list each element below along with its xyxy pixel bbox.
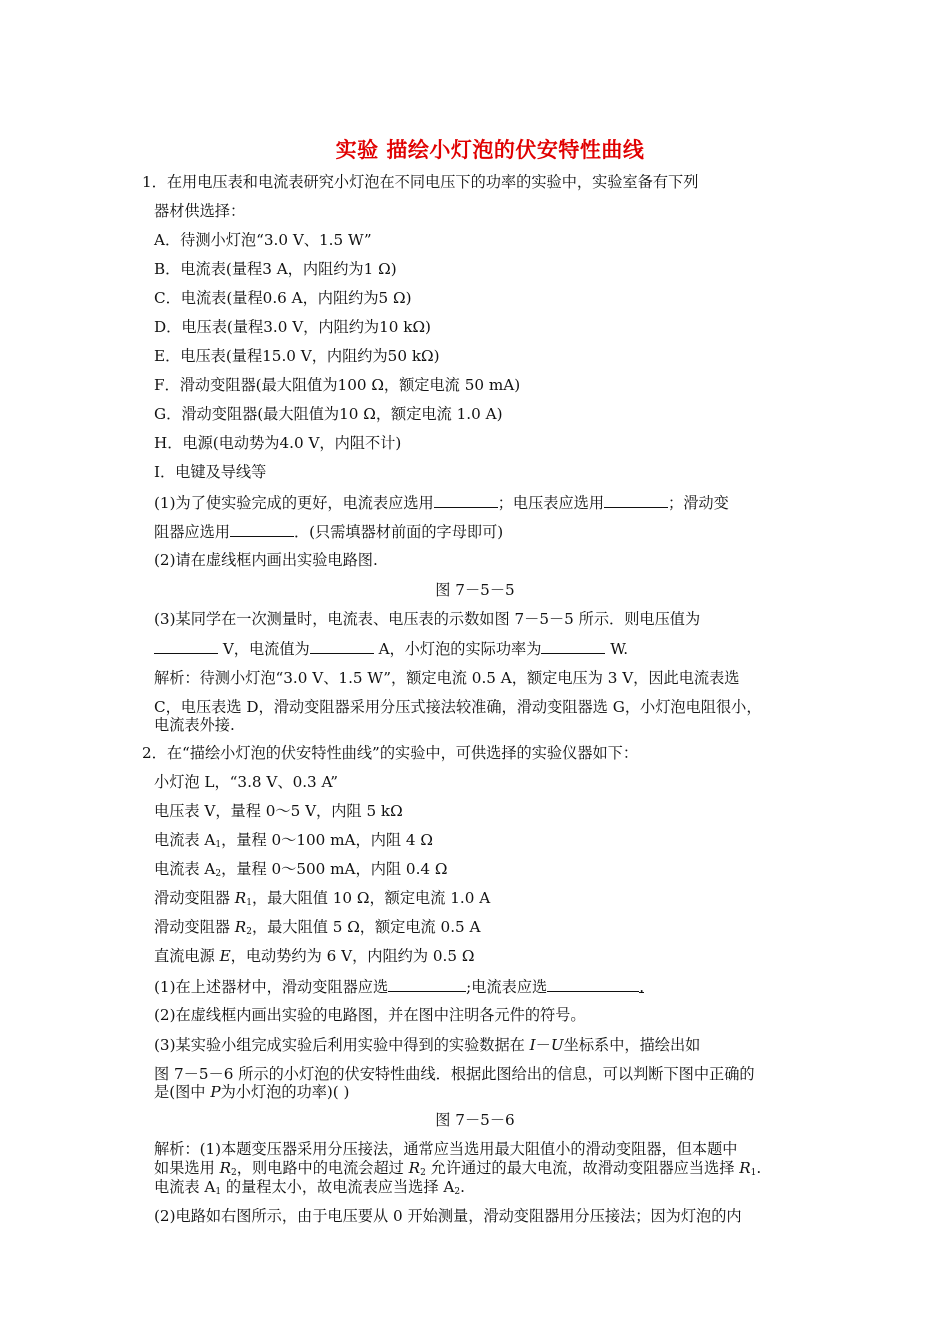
q1-power-blank[interactable] xyxy=(541,638,605,654)
q1-part2: (2)请在虚线框内画出实验电路图. xyxy=(154,551,378,569)
q2-item-r2-sub: 2 xyxy=(246,927,252,937)
q1-option-f: F．滑动变阻器(最大阻值为100 Ω，额定电流 50 mA) xyxy=(154,376,521,394)
q1-part3-text-b: V，电流值为 xyxy=(222,640,310,658)
q2-item-rheostat-r2 xyxy=(154,917,481,942)
q2-sol-r3-symbol: R xyxy=(739,1159,751,1177)
q2-part3-text-b: 坐标系中，描绘出如 xyxy=(563,1036,701,1054)
q2-item-rheostat-r1 xyxy=(154,888,490,913)
q1-voltage-blank[interactable] xyxy=(154,638,218,654)
q1-part1-text-c: ；滑动变 xyxy=(668,494,729,512)
q2-part2: (2)在虚线框内画出实验的电路图，并在图中注明各元件的符号。 xyxy=(154,1006,586,1024)
q2-figure-caption: 图 7－5－6 xyxy=(435,1111,515,1129)
q2-part1-text-b: ;电流表应选 xyxy=(466,978,548,996)
q2-part1 xyxy=(154,976,644,997)
q1-option-d: D．电压表(量程3.0 V，内阻约为10 kΩ) xyxy=(154,318,431,336)
q1-option-h: H．电源(电动势为4.0 V，内阻不计) xyxy=(154,434,402,452)
q1-part3-text-c: A，小灯泡的实际功率为 xyxy=(378,640,542,658)
q1-solution-line3: 电流表外接. xyxy=(154,716,235,734)
q2-item-r2-label: 滑动变阻器 xyxy=(154,918,235,936)
q2-sol3-sub-a: 1 xyxy=(215,1187,222,1197)
q2-sol3-text-c: . xyxy=(460,1178,465,1196)
q2-sol-r-symbol: R xyxy=(219,1159,232,1177)
q2-item-source-symbol: E xyxy=(219,947,231,965)
q2-item-source-spec: ，电动势约为 6 V，内阻约为 0.5 Ω xyxy=(230,947,475,965)
q2-sol-text-b: ，则电路中的电流会超过 xyxy=(236,1159,409,1177)
q2-solution-line1: 解析：(1)本题变压器采用分压接法，通常应当选用最大阻值小的滑动变阻器，但本题中 xyxy=(154,1140,738,1158)
q1-part3-text-d: W. xyxy=(610,640,629,658)
q1-option-i: I．电键及导线等 xyxy=(154,463,267,481)
q1-part1-line2 xyxy=(154,521,503,542)
q2-item-r1-label: 滑动变阻器 xyxy=(154,889,235,907)
q2-part3-symbol-u: U xyxy=(550,1036,564,1054)
q2-sol3-text-b: 的量程太小，故电流表应当选择 A xyxy=(221,1178,455,1196)
q2-sol-text-c: 允许通过的最大电流，故滑动变阻器应当选择 xyxy=(425,1159,740,1177)
q1-stem-line1: 1．在用电压表和电流表研究小灯泡在不同电压下的功率的实验中，实验室备有下列 xyxy=(142,173,699,191)
q2-item-r2-spec: ，最大阻值 5 Ω，额定电流 0.5 A xyxy=(251,918,481,936)
q2-item-r1-sub: 1 xyxy=(246,898,252,908)
q2-ammeter-blank[interactable] xyxy=(547,976,639,992)
q2-part3-symbol-p: P xyxy=(210,1083,221,1101)
q2-item-ammeter-a2-label: 电流表 A xyxy=(154,860,216,878)
q2-item-voltmeter: 电压表 V，量程 0～5 V，内阻 5 kΩ xyxy=(154,802,403,820)
q2-sol-r2-symbol: R xyxy=(408,1159,421,1177)
q1-solution-line2: C，电压表选 D，滑动变阻器采用分压式接法较准确，滑动变阻器选 G，小灯泡电阻很小， xyxy=(154,698,762,716)
q2-solution-line4: (2)电路如右图所示，由于电压要从 0 开始测量，滑动变阻器用分压接法；因为灯泡的内 xyxy=(154,1207,742,1225)
q2-stem: 2．在“描绘小灯泡的伏安特性曲线”的实验中，可供选择的实验仪器如下： xyxy=(142,744,639,762)
q2-item-r2-symbol: R xyxy=(234,918,247,936)
q2-sol3-sub-b: 2 xyxy=(454,1187,461,1197)
q2-sol-r-sub: 2 xyxy=(231,1168,237,1178)
q2-item-ammeter-a1-label: 电流表 A xyxy=(154,831,216,849)
q1-solution-line1: 解析：待测小灯泡“3.0 V、1.5 W”，额定电流 0.5 A，额定电压为 3 V，因此电流表选 xyxy=(154,669,740,687)
q1-voltmeter-blank[interactable] xyxy=(604,492,668,508)
q2-item-ammeter-a1-sub: 1 xyxy=(215,840,222,850)
q2-item-lamp: 小灯泡 L，“3.8 V、0.3 A” xyxy=(154,773,339,791)
q1-part3-line1: (3)某同学在一次测量时，电流表、电压表的示数如图 7－5－5 所示．则电压值为 xyxy=(154,610,701,628)
q1-part1-line1 xyxy=(154,492,729,513)
q2-item-ammeter-a1-spec: ，量程 0～100 mA，内阻 4 Ω xyxy=(221,831,433,849)
q2-item-power-source xyxy=(154,946,474,966)
q1-option-e: E．电压表(量程15.0 V，内阻约为50 kΩ) xyxy=(154,347,440,365)
q2-rheostat-blank[interactable] xyxy=(388,976,466,992)
q2-item-r1-symbol: R xyxy=(234,889,247,907)
q1-option-g: G．滑动变阻器(最大阻值为10 Ω，额定电流 1.0 A) xyxy=(154,405,503,423)
q1-part3-line2 xyxy=(154,638,628,659)
q2-part1-text-a: (1)在上述器材中，滑动变阻器应选 xyxy=(154,978,389,996)
q2-sol3-text-a: 电流表 A xyxy=(154,1178,216,1196)
q2-item-ammeter-a2 xyxy=(154,859,447,884)
q1-part1-text-a: (1)为了使实验完成的更好，电流表应选用 xyxy=(154,494,434,512)
q1-stem-line2: 器材供选择： xyxy=(154,202,246,220)
q2-part3-symbol-i: I xyxy=(529,1036,536,1054)
q1-part1-text-b: ；电压表应选用 xyxy=(497,494,605,512)
q2-item-ammeter-a2-sub: 2 xyxy=(215,869,222,879)
q2-sol-text-a: 如果选用 xyxy=(154,1159,220,1177)
q2-sol-r2-sub: 2 xyxy=(420,1168,426,1178)
q2-item-ammeter-a1 xyxy=(154,830,433,855)
q1-option-c: C．电流表(量程0.6 A，内阻约为5 Ω) xyxy=(154,289,412,307)
q1-option-b: B．电流表(量程3 A，内阻约为1 Ω) xyxy=(154,260,397,278)
q2-sol-text-d: . xyxy=(756,1159,762,1177)
q2-solution-line3 xyxy=(154,1177,465,1202)
q1-current-blank[interactable] xyxy=(310,638,374,654)
q2-part3-text-d: 为小灯泡的功率)( ) xyxy=(220,1083,350,1101)
q2-sol-r3-sub: 1 xyxy=(750,1168,757,1178)
q1-ammeter-blank[interactable] xyxy=(434,492,498,508)
q2-part3-text-a: (3)某实验小组完成实验后利用实验中得到的实验数据在 xyxy=(154,1036,530,1054)
q2-part3-dash: － xyxy=(535,1036,551,1054)
q2-part3-line2: 图 7－5－6 所示的小灯泡的伏安特性曲线．根据此图给出的信息，可以判断下图中正确的 xyxy=(154,1065,755,1083)
q2-part3-line3 xyxy=(154,1082,349,1102)
q2-part3-line1 xyxy=(154,1035,700,1055)
q2-item-source-label: 直流电源 xyxy=(154,947,220,965)
q2-item-ammeter-a2-spec: ，量程 0～500 mA，内阻 0.4 Ω xyxy=(221,860,448,878)
q1-part1-text-d: 阻器应选用 xyxy=(154,523,230,541)
q2-part3-text-c: 是(图中 xyxy=(154,1083,211,1101)
q1-option-a: A．待测小灯泡“3.0 V、1.5 W” xyxy=(154,231,372,249)
q2-item-r1-spec: ，最大阻值 10 Ω，额定电流 1.0 A xyxy=(251,889,491,907)
page-title: 实验 描绘小灯泡的伏安特性曲线 xyxy=(335,138,645,162)
q1-figure-caption: 图 7－5－5 xyxy=(435,581,515,599)
q2-part1-text-c: . xyxy=(639,978,645,996)
q1-part1-text-e: ．(只需填器材前面的字母即可) xyxy=(293,523,504,541)
q1-rheostat-blank[interactable] xyxy=(230,521,294,537)
